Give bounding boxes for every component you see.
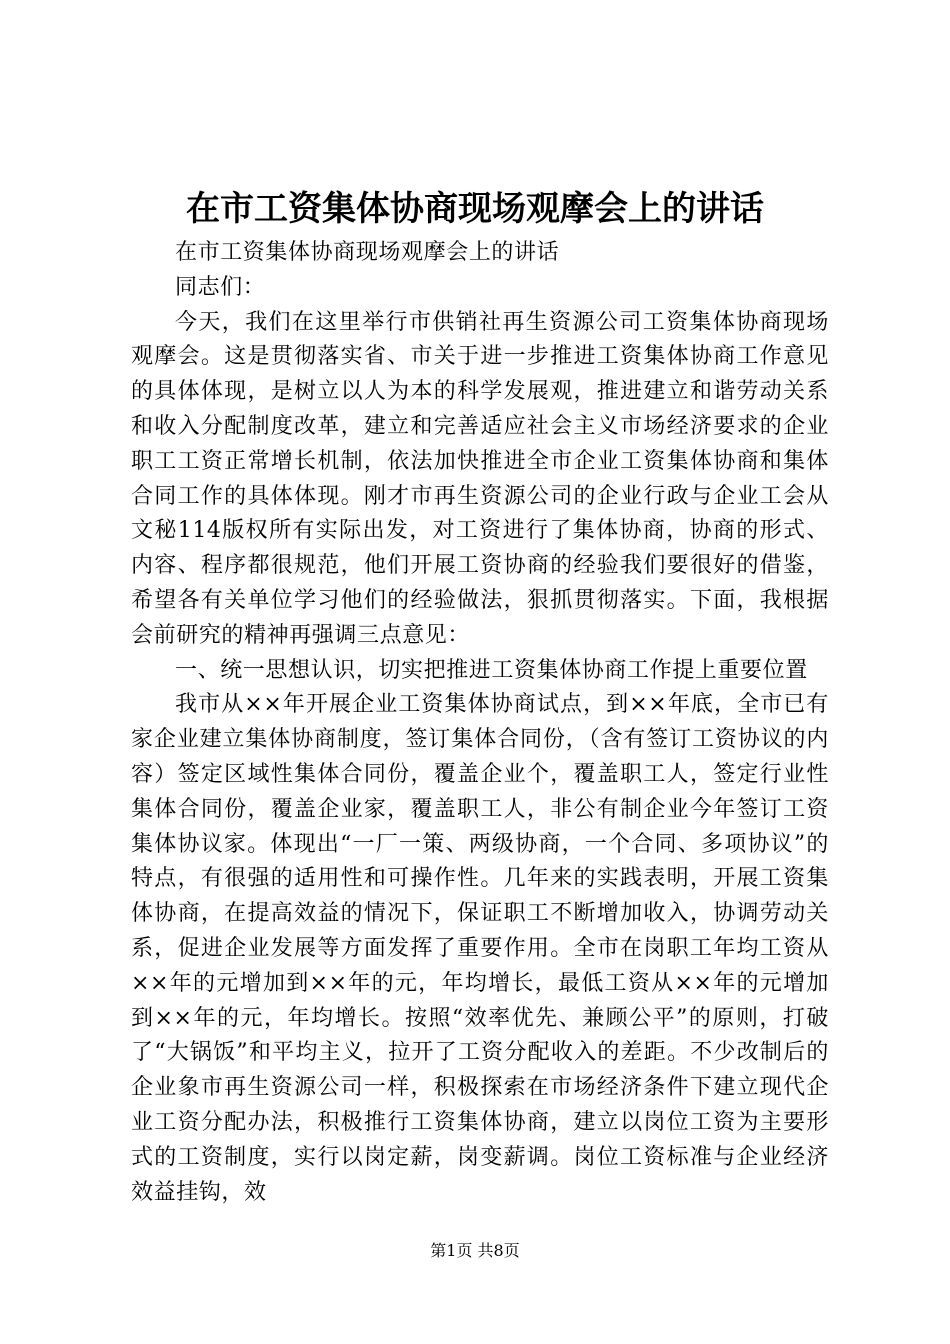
body-paragraph: 我市从××年开展企业工资集体协商试点，到××年底，全市已有家企业建立集体协商制度，签订集体合同份，（含有签订工资协议的内容）签定区域性集体合同份，覆盖企业个，覆盖职工人，签定行业性集体合同份，覆盖企业家，覆盖职工人，非公有制企业今年签订工资集体协议家。体现出“一厂一策、两级协商，一个合同、多项协议”的特点，有很强的适用性和可操作性。几年来的实践表明，开展工资集体协商，在提高效益的情况下，保证职工不断增加收入，协调劳动关系，促进企业发展等方面发挥了重要作用。全市在岗职工年均工资从××年的元增加到××年的元，年均增长，最低工资从××年的元增加到××年的元，年均增长。按照“效率优先、兼顾公平”的原则，打破了“大锅饭”和平均主义，拉开了工资分配收入的差距。不少改制后的企业象市再生资源公司一样，积极探索在市场经济条件下建立现代企业工资分配办法，积极推行工资集体协商，建立以岗位工资为主要形式的工资制度，实行以岗定薪，岗变薪调。岗位工资标准与企业经济效益挂钩，效 bbox=[131, 692, 829, 1205]
section-heading: 一、统一思想认识，切实把推进工资集体协商工作提上重要位置 bbox=[175, 657, 808, 683]
body-paragraph: 今天，我们在这里举行市供销社再生资源公司工资集体协商现场观摩会。这是贯彻落实省、市关于进一步推进工资集体协商工作意见的具体体现，是树立以人为本的科学发展观，推进建立和谐劳动关系和收入分配制度改革，建立和完善适应社会主义市场经济要求的企业职工工资正常增长机制，依法加快推进全市企业工资集体协商和集体合同工作的具体体现。刚才市再生资源公司的企业行政与企业工会从文秘114版权所有实际出发，对工资进行了集体协商，协商的形式、内容、程序都很规范，他们开展工资协商的经验我们要很好的借鉴，希望各有关单位学习他们的经验做法，狠抓贯彻落实。下面，我根据会前研究的精神再强调三点意见： bbox=[131, 309, 829, 648]
document-title: 在市工资集体协商现场观摩会上的讲话 bbox=[186, 189, 764, 229]
subtitle-paragraph: 在市工资集体协商现场观摩会上的讲话 bbox=[175, 240, 560, 265]
document-body bbox=[131, 236, 829, 1210]
salutation-paragraph: 同志们： bbox=[175, 274, 266, 300]
page-number-footer: 第1页 共8页 bbox=[430, 1241, 520, 1260]
